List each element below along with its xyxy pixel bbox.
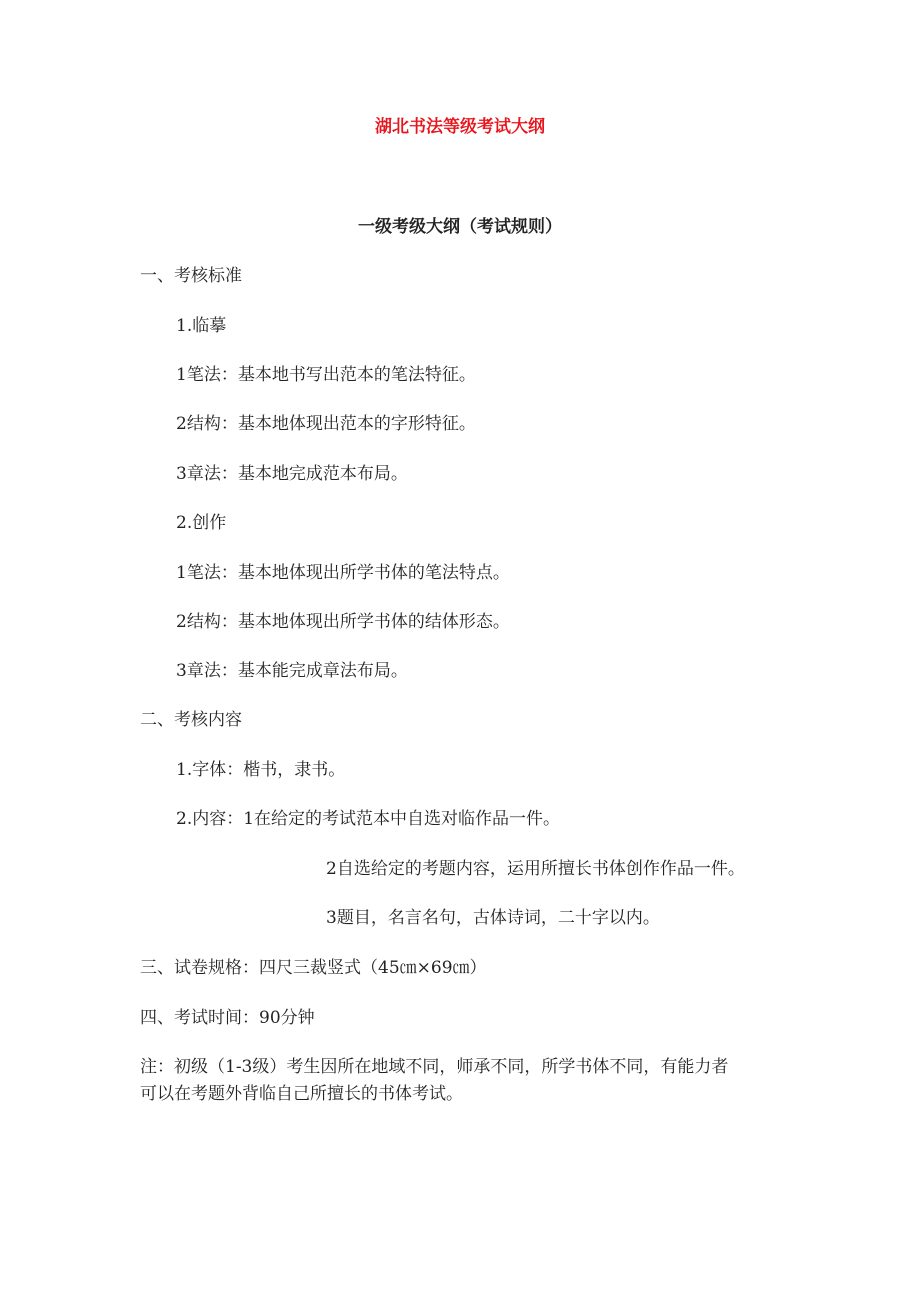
list-item: 1.字体：楷书，隶书。 bbox=[176, 760, 346, 780]
list-item: 3题目，名言名句，古体诗词，二十字以内。 bbox=[326, 908, 660, 928]
list-item: 3章法：基本地完成范本布局。 bbox=[176, 464, 408, 484]
subsection-heading: 2.创作 bbox=[176, 513, 227, 533]
section-heading: 四、考试时间：90分钟 bbox=[140, 1008, 315, 1028]
list-item: 2.内容：1在给定的考试范本中自选对临作品一件。 bbox=[176, 809, 561, 829]
document-title: 湖北书法等级考试大纲 bbox=[375, 117, 545, 137]
list-item: 1笔法：基本地体现出所学书体的笔法特点。 bbox=[176, 563, 510, 583]
list-item: 1笔法：基本地书写出范本的笔法特征。 bbox=[176, 365, 476, 385]
note-line: 注：初级（1-3级）考生因所在地域不同，师承不同，所学书体不同，有能力者 bbox=[140, 1057, 729, 1077]
subsection-heading: 1.临摹 bbox=[176, 316, 227, 336]
section-heading: 一、考核标准 bbox=[140, 266, 242, 286]
document-subtitle: 一级考级大纲（考试规则） bbox=[358, 217, 562, 237]
note-line: 可以在考题外背临自己所擅长的书体考试。 bbox=[140, 1084, 463, 1104]
section-heading: 二、考核内容 bbox=[140, 710, 242, 730]
list-item: 2结构：基本地体现出所学书体的结体形态。 bbox=[176, 612, 510, 632]
section-heading: 三、试卷规格：四尺三裁竖式（45㎝×69㎝） bbox=[140, 958, 487, 978]
list-item: 3章法：基本能完成章法布局。 bbox=[176, 661, 408, 681]
list-item: 2结构：基本地体现出范本的字形特征。 bbox=[176, 414, 476, 434]
list-item: 2自选给定的考题内容，运用所擅长书体创作作品一件。 bbox=[326, 859, 745, 879]
